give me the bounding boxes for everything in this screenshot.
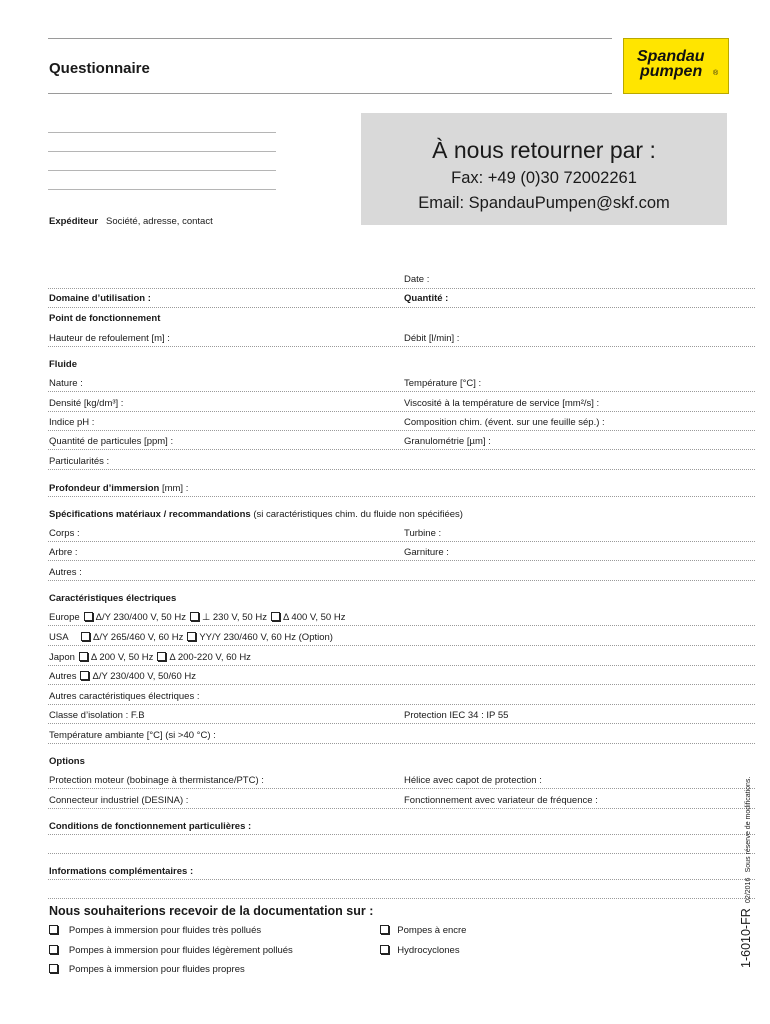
japon-option-2-checkbox[interactable] [157, 652, 166, 661]
doc-item-5-label: Pompes à immersion pour fluides propres [68, 964, 245, 975]
conditions-label: Conditions de fonctionnement particulières : [49, 821, 252, 832]
specifications-label [49, 509, 463, 520]
doc-item-2-label: Pompes à encre [397, 925, 467, 936]
europe-option-1-checkbox[interactable] [84, 612, 93, 621]
modification-notice: Sous réserve de modifications. [745, 776, 752, 873]
header-top-rule [48, 38, 612, 39]
doc-item-3-label: Pompes à immersion pour fluides légèrement pollués [68, 945, 293, 956]
profondeur-label-bold: Profondeur d’immersion [49, 483, 160, 494]
hauteur-label: Hauteur de refoulement [m] : [49, 333, 170, 344]
temperature-ambiante-field[interactable] [48, 743, 755, 744]
conditions-field-1[interactable] [48, 834, 755, 835]
usa-option-2-checkbox[interactable] [187, 632, 196, 641]
japon-row [49, 652, 251, 663]
fluide-heading: Fluide [49, 359, 77, 370]
specifications-label-bold: Spécifications matériaux / recommandations [49, 509, 251, 520]
sender-line-2[interactable] [48, 151, 276, 152]
usa-option-1-label: Δ/Y 265/460 V, 60 Hz [93, 632, 184, 643]
specifications-label-note: (si caractéristiques chim. du fluide non spécifiées) [250, 509, 463, 520]
doc-item-3-checkbox[interactable] [49, 945, 58, 954]
email-address: Email: SpandauPumpen@skf.com [418, 194, 670, 212]
doc-item-4[interactable] [376, 945, 460, 956]
helice-label: Hélice avec capot de protection : [404, 775, 542, 786]
arbre-label: Arbre : [49, 547, 78, 558]
header-bottom-rule [48, 93, 612, 94]
quantite-label: Quantité : [404, 293, 449, 304]
return-info-box [361, 113, 727, 225]
nature-label: Nature : [49, 378, 83, 389]
sender-block [49, 216, 213, 227]
densite-label: Densité [kg/dm³] : [49, 398, 124, 409]
logo-text-line2: pumpen [640, 63, 703, 80]
autres-region-row [49, 671, 196, 682]
autres-caracteristiques-label: Autres caractéristiques électriques : [49, 691, 200, 702]
hauteur-field[interactable] [48, 346, 755, 347]
autres-region-label: Autres [49, 671, 77, 682]
japon-option-2-label: Δ 200-220 V, 60 Hz [169, 652, 251, 663]
classe-isolation-label: Classe d’isolation : F.B [49, 710, 145, 721]
domaine-label: Domaine d’utilisation : [49, 293, 151, 304]
autres-field[interactable] [48, 580, 755, 581]
usa-row [49, 632, 333, 643]
domaine-field[interactable] [48, 307, 755, 308]
quantite-particules-label: Quantité de particules [ppm] : [49, 436, 174, 447]
europe-option-2-checkbox[interactable] [190, 612, 199, 621]
spandau-logo [623, 38, 729, 94]
page-title: Questionnaire [49, 60, 150, 77]
informations-field-1[interactable] [48, 879, 755, 880]
indice-ph-label: Indice pH : [49, 417, 95, 428]
informations-label: Informations complémentaires : [49, 866, 194, 877]
sender-line-4[interactable] [48, 189, 276, 190]
doc-item-5[interactable] [45, 964, 245, 975]
profondeur-field[interactable] [48, 496, 755, 497]
caracteristiques-electriques-heading: Caractéristiques électriques [49, 593, 177, 604]
japon-label: Japon [49, 652, 75, 663]
classe-isolation-rule [48, 723, 755, 724]
return-heading: À nous retourner par : [432, 137, 656, 163]
profondeur-label-unit: [mm] : [159, 483, 189, 494]
garniture-label: Garniture : [404, 547, 449, 558]
doc-item-5-checkbox[interactable] [49, 964, 58, 973]
document-date: 02/2016 [745, 877, 752, 903]
documentation-heading: Nous souhaiterions recevoir de la documentation sur : [49, 904, 374, 918]
doc-item-2[interactable] [376, 925, 466, 936]
sender-line-3[interactable] [48, 170, 276, 171]
sender-hint: Société, adresse, contact [106, 216, 213, 227]
europe-row [49, 612, 345, 623]
autres-option-1-label: Δ/Y 230/400 V, 50/60 Hz [92, 671, 197, 682]
usa-row-rule [48, 645, 755, 646]
usa-option-2-label: YY/Y 230/460 V, 60 Hz (Option) [199, 632, 333, 643]
usa-option-1-checkbox[interactable] [81, 632, 90, 641]
informations-field-2[interactable] [48, 898, 755, 899]
europe-label: Europe [49, 612, 80, 623]
densite-field[interactable] [48, 411, 755, 412]
autres-region-row-rule [48, 684, 755, 685]
doc-item-4-label: Hydrocyclones [397, 945, 460, 956]
particularites-field[interactable] [48, 469, 755, 470]
autres-caracteristiques-field[interactable] [48, 704, 755, 705]
temperature-ambiante-label: Température ambiante [°C] (si >40 °C) : [49, 730, 216, 741]
doc-item-4-checkbox[interactable] [380, 945, 389, 954]
protection-moteur-label: Protection moteur (bobinage à thermistance/PTC) : [49, 775, 264, 786]
japon-option-1-checkbox[interactable] [79, 652, 88, 661]
europe-option-2-label: ⊥ 230 V, 50 Hz [201, 612, 267, 623]
doc-item-1-checkbox[interactable] [49, 925, 58, 934]
japon-option-1-label: Δ 200 V, 50 Hz [90, 652, 154, 663]
autres-option-1-checkbox[interactable] [80, 671, 89, 680]
arbre-field[interactable] [48, 560, 755, 561]
options-heading: Options [49, 756, 85, 767]
sender-line-1[interactable] [48, 132, 276, 133]
side-reference [739, 777, 756, 968]
document-code: 1-6010-FR [739, 908, 753, 968]
logo-registered-mark: ® [713, 70, 719, 77]
doc-item-1[interactable] [45, 925, 261, 936]
temperature-label: Température [°C] : [404, 378, 482, 389]
europe-option-1-label: Δ/Y 230/400 V, 50 Hz [95, 612, 186, 623]
turbine-label: Turbine : [404, 528, 442, 539]
date-field[interactable] [48, 288, 755, 289]
viscosite-label: Viscosité à la température de service [mm²/s] : [404, 398, 600, 409]
japon-row-rule [48, 665, 755, 666]
europe-option-3-label: Δ 400 V, 50 Hz [282, 612, 346, 623]
sender-label: Expéditeur [49, 216, 99, 227]
doc-item-3[interactable] [45, 945, 293, 956]
point-fonctionnement-heading: Point de fonctionnement [49, 313, 161, 324]
corps-label: Corps : [49, 528, 80, 539]
doc-item-1-label: Pompes à immersion pour fluides très pollués [68, 925, 262, 936]
indice-ph-field[interactable] [48, 430, 755, 431]
debit-label: Débit [l/min] : [404, 333, 460, 344]
fonctionnement-variateur-label: Fonctionnement avec variateur de fréquence : [404, 795, 598, 806]
conditions-field-2[interactable] [48, 853, 755, 854]
protection-moteur-field[interactable] [48, 788, 755, 789]
autres-label: Autres : [49, 567, 82, 578]
date-label: Date : [404, 274, 430, 285]
corps-field[interactable] [48, 541, 755, 542]
connecteur-field[interactable] [48, 808, 755, 809]
granulometrie-label: Granulométrie [µm] : [404, 436, 491, 447]
doc-item-2-checkbox[interactable] [380, 925, 389, 934]
composition-label: Composition chim. (évent. sur une feuille sép.) : [404, 417, 605, 428]
fax-number: Fax: +49 (0)30 72002261 [451, 169, 637, 187]
connecteur-label: Connecteur industriel (DESINA) : [49, 795, 189, 806]
logo-text-line1: Spandau [637, 48, 705, 65]
quantite-particules-field[interactable] [48, 449, 755, 450]
usa-label: USA [49, 632, 69, 643]
nature-field[interactable] [48, 391, 755, 392]
europe-row-rule [48, 625, 755, 626]
protection-iec-label: Protection IEC 34 : IP 55 [404, 710, 509, 721]
profondeur-label [49, 483, 188, 494]
particularites-label: Particularités : [49, 456, 110, 467]
europe-option-3-checkbox[interactable] [271, 612, 280, 621]
